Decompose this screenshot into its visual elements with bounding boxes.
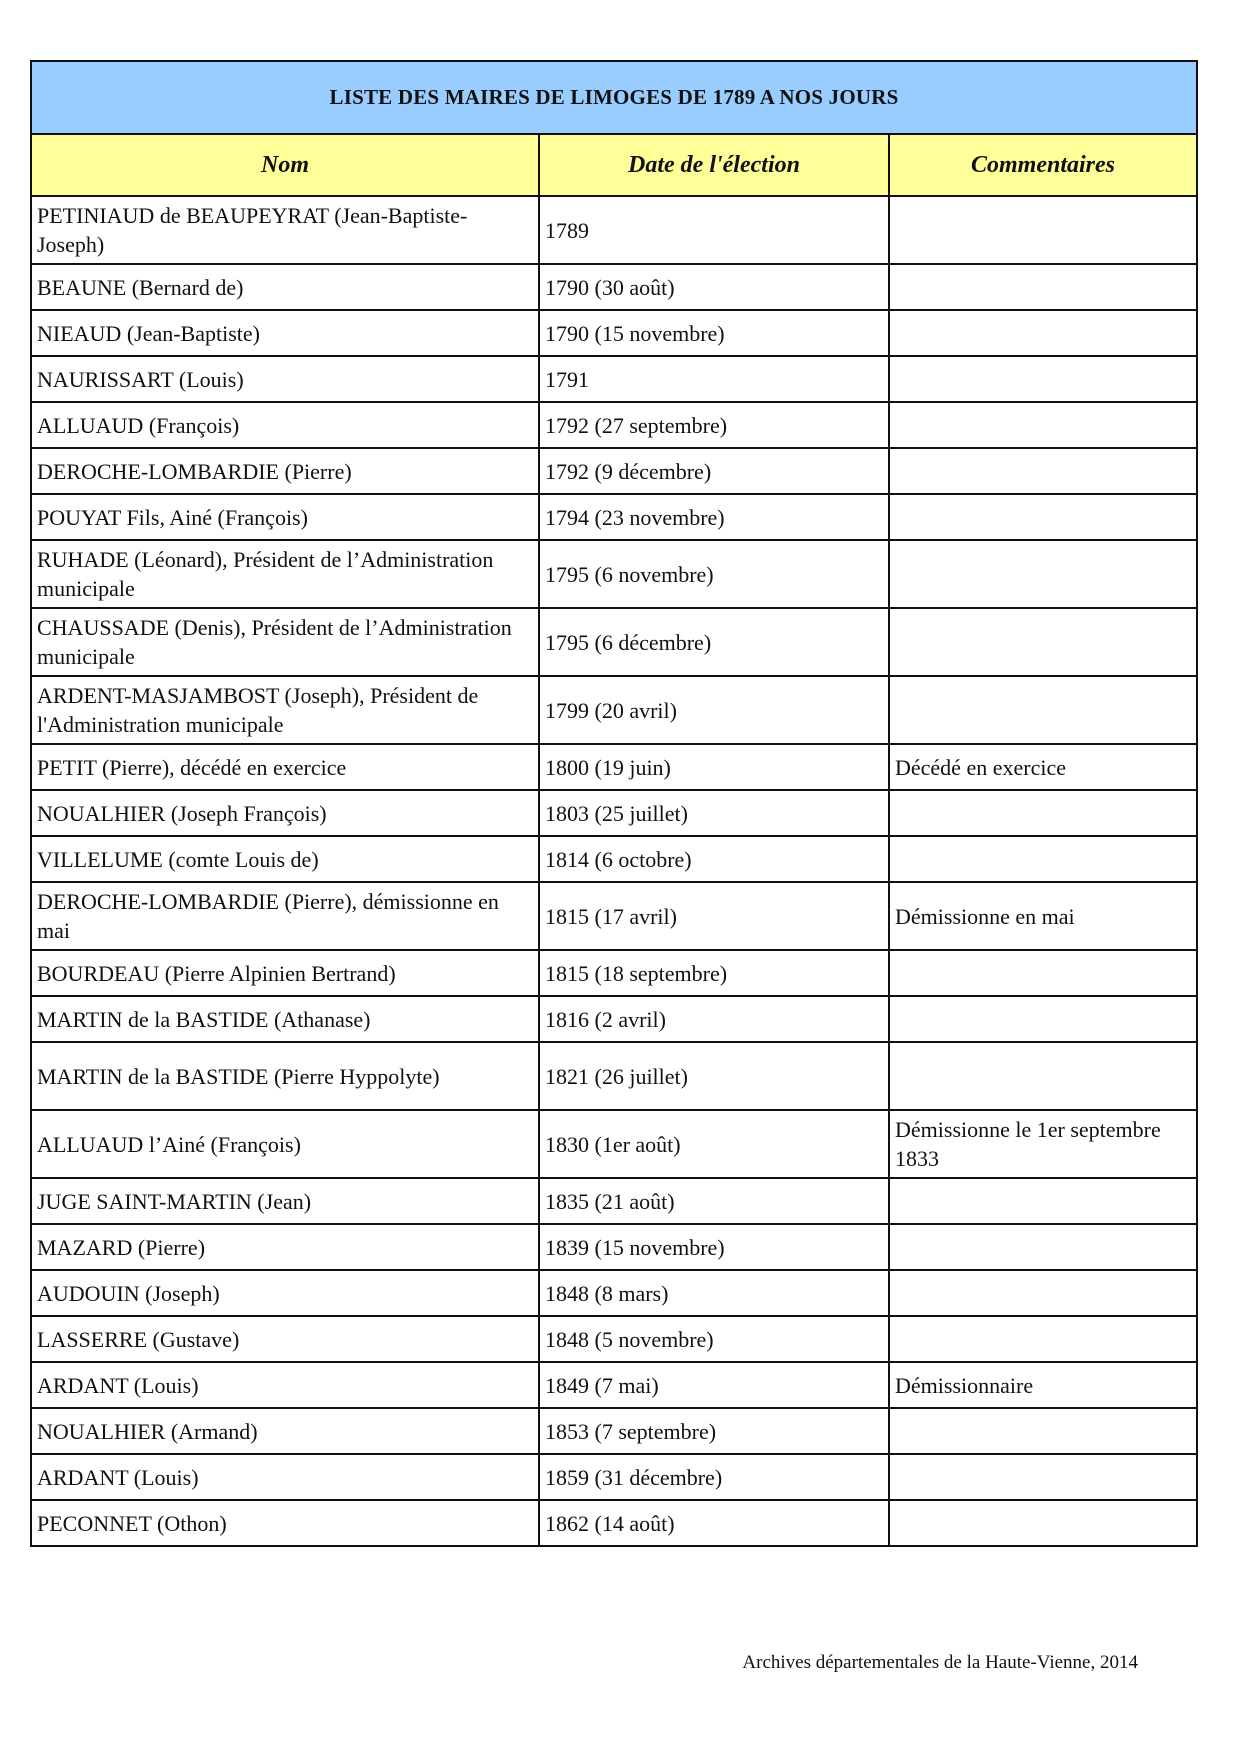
table-row	[31, 882, 1197, 950]
column-header-date: Date de l'élection	[539, 134, 889, 196]
cell-date: 1795 (6 décembre)	[539, 608, 889, 676]
cell-nom: NOUALHIER (Joseph François)	[31, 790, 539, 836]
cell-date: 1815 (18 septembre)	[539, 950, 889, 996]
cell-commentaire: Décédé en exercice	[889, 744, 1197, 790]
cell-commentaire	[889, 1178, 1197, 1224]
cell-nom: BEAUNE (Bernard de)	[31, 264, 539, 310]
table-row	[31, 1224, 1197, 1270]
cell-commentaire	[889, 1408, 1197, 1454]
cell-date: 1848 (8 mars)	[539, 1270, 889, 1316]
table-row	[31, 744, 1197, 790]
document-page	[30, 60, 1196, 1547]
cell-commentaire	[889, 402, 1197, 448]
table-row	[31, 1110, 1197, 1178]
table-row	[31, 608, 1197, 676]
cell-commentaire	[889, 1500, 1197, 1546]
table-row	[31, 1042, 1197, 1110]
cell-commentaire	[889, 790, 1197, 836]
table-row	[31, 996, 1197, 1042]
cell-date: 1848 (5 novembre)	[539, 1316, 889, 1362]
cell-nom: DEROCHE-LOMBARDIE (Pierre)	[31, 448, 539, 494]
cell-nom: MARTIN de la BASTIDE (Pierre Hyppolyte)	[31, 1042, 539, 1110]
cell-commentaire	[889, 608, 1197, 676]
cell-commentaire	[889, 540, 1197, 608]
cell-nom: RUHADE (Léonard), Président de l’Administration municipale	[31, 540, 539, 608]
table-row	[31, 950, 1197, 996]
cell-nom: NAURISSART (Louis)	[31, 356, 539, 402]
table-row	[31, 310, 1197, 356]
table-row	[31, 264, 1197, 310]
cell-nom: VILLELUME (comte Louis de)	[31, 836, 539, 882]
cell-date: 1830 (1er août)	[539, 1110, 889, 1178]
cell-date: 1835 (21 août)	[539, 1178, 889, 1224]
table-row	[31, 1178, 1197, 1224]
cell-commentaire	[889, 1270, 1197, 1316]
cell-commentaire	[889, 196, 1197, 264]
table-row	[31, 540, 1197, 608]
table-row	[31, 448, 1197, 494]
cell-commentaire	[889, 310, 1197, 356]
cell-commentaire	[889, 996, 1197, 1042]
cell-nom: JUGE SAINT-MARTIN (Jean)	[31, 1178, 539, 1224]
cell-date: 1849 (7 mai)	[539, 1362, 889, 1408]
table-header-row	[31, 134, 1197, 196]
table-title: LISTE DES MAIRES DE LIMOGES DE 1789 A NOS JOURS	[31, 61, 1197, 134]
cell-commentaire: Démissionne en mai	[889, 882, 1197, 950]
cell-nom: PECONNET (Othon)	[31, 1500, 539, 1546]
cell-nom: AUDOUIN (Joseph)	[31, 1270, 539, 1316]
column-header-nom: Nom	[31, 134, 539, 196]
cell-commentaire: Démissionne le 1er septembre 1833	[889, 1110, 1197, 1178]
cell-nom: PETIT (Pierre), décédé en exercice	[31, 744, 539, 790]
table-title-row	[31, 61, 1197, 134]
table-row	[31, 494, 1197, 540]
cell-date: 1789	[539, 196, 889, 264]
table-row	[31, 1408, 1197, 1454]
column-header-commentaires: Commentaires	[889, 134, 1197, 196]
cell-nom: CHAUSSADE (Denis), Président de l’Administration municipale	[31, 608, 539, 676]
cell-nom: NIEAUD (Jean-Baptiste)	[31, 310, 539, 356]
cell-nom: NOUALHIER (Armand)	[31, 1408, 539, 1454]
cell-nom: DEROCHE-LOMBARDIE (Pierre), démissionne en mai	[31, 882, 539, 950]
cell-date: 1790 (15 novembre)	[539, 310, 889, 356]
cell-date: 1792 (9 décembre)	[539, 448, 889, 494]
cell-date: 1792 (27 septembre)	[539, 402, 889, 448]
cell-commentaire	[889, 1224, 1197, 1270]
cell-date: 1862 (14 août)	[539, 1500, 889, 1546]
cell-date: 1815 (17 avril)	[539, 882, 889, 950]
cell-commentaire	[889, 264, 1197, 310]
cell-commentaire	[889, 356, 1197, 402]
cell-nom: LASSERRE (Gustave)	[31, 1316, 539, 1362]
cell-date: 1853 (7 septembre)	[539, 1408, 889, 1454]
cell-commentaire	[889, 1454, 1197, 1500]
cell-commentaire	[889, 676, 1197, 744]
cell-commentaire	[889, 1316, 1197, 1362]
cell-nom: ARDENT-MASJAMBOST (Joseph), Président de l'Administration municipale	[31, 676, 539, 744]
cell-date: 1795 (6 novembre)	[539, 540, 889, 608]
source-footer: Archives départementales de la Haute-Vienne, 2014	[742, 1652, 1138, 1673]
cell-date: 1790 (30 août)	[539, 264, 889, 310]
table-row	[31, 196, 1197, 264]
table-body	[31, 196, 1197, 1546]
table-row	[31, 676, 1197, 744]
cell-commentaire	[889, 950, 1197, 996]
cell-date: 1814 (6 octobre)	[539, 836, 889, 882]
table-row	[31, 1454, 1197, 1500]
table-row	[31, 402, 1197, 448]
cell-nom: POUYAT Fils, Ainé (François)	[31, 494, 539, 540]
cell-date: 1794 (23 novembre)	[539, 494, 889, 540]
cell-date: 1803 (25 juillet)	[539, 790, 889, 836]
mayors-table	[30, 60, 1198, 1547]
cell-commentaire	[889, 836, 1197, 882]
table-row	[31, 836, 1197, 882]
cell-nom: MARTIN de la BASTIDE (Athanase)	[31, 996, 539, 1042]
cell-nom: MAZARD (Pierre)	[31, 1224, 539, 1270]
cell-date: 1839 (15 novembre)	[539, 1224, 889, 1270]
cell-commentaire: Démissionnaire	[889, 1362, 1197, 1408]
cell-commentaire	[889, 494, 1197, 540]
table-row	[31, 356, 1197, 402]
cell-nom: ARDANT (Louis)	[31, 1454, 539, 1500]
cell-date: 1799 (20 avril)	[539, 676, 889, 744]
cell-date: 1800 (19 juin)	[539, 744, 889, 790]
table-row	[31, 1270, 1197, 1316]
cell-nom: BOURDEAU (Pierre Alpinien Bertrand)	[31, 950, 539, 996]
cell-nom: ALLUAUD l’Ainé (François)	[31, 1110, 539, 1178]
cell-date: 1816 (2 avril)	[539, 996, 889, 1042]
cell-nom: PETINIAUD de BEAUPEYRAT (Jean-Baptiste-Joseph)	[31, 196, 539, 264]
cell-date: 1859 (31 décembre)	[539, 1454, 889, 1500]
cell-nom: ALLUAUD (François)	[31, 402, 539, 448]
table-row	[31, 1362, 1197, 1408]
cell-nom: ARDANT (Louis)	[31, 1362, 539, 1408]
table-row	[31, 1500, 1197, 1546]
cell-date: 1791	[539, 356, 889, 402]
cell-commentaire	[889, 448, 1197, 494]
cell-commentaire	[889, 1042, 1197, 1110]
cell-date: 1821 (26 juillet)	[539, 1042, 889, 1110]
table-row	[31, 790, 1197, 836]
table-row	[31, 1316, 1197, 1362]
